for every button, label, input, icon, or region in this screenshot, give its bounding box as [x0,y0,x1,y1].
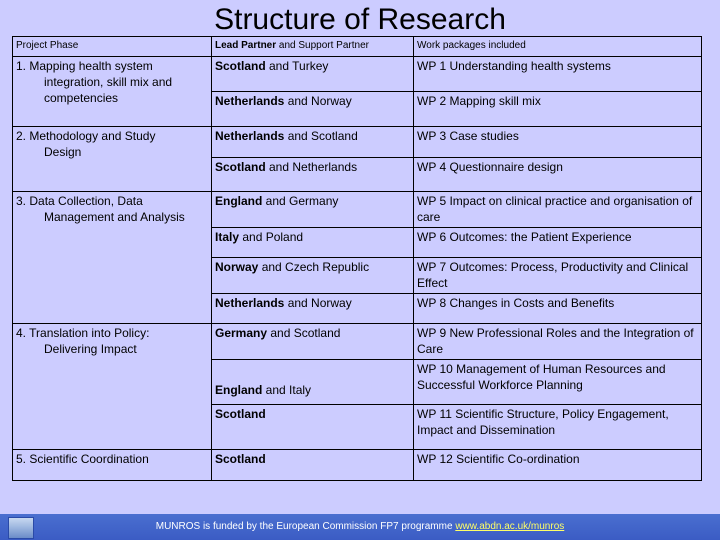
support-partner: and Czech Republic [258,260,370,274]
phase-name: Data Collection, Data [29,194,143,208]
phase-name: Scientific Coordination [29,452,149,466]
table-row [13,57,702,92]
lead-partner-cell [212,405,414,450]
header-lead-partner [212,37,414,57]
work-package-cell: WP 6 Outcomes: the Patient Experience [414,228,702,258]
lead-partner: England [215,194,263,208]
support-partner: and Scotland [267,326,341,340]
lead-partner: England [215,383,263,397]
lead-partner: Scotland [215,452,266,466]
work-package-cell: WP 8 Changes in Costs and Benefits [414,294,702,324]
table-row [13,324,702,360]
header-work-packages: Work packages included [414,37,702,57]
lead-partner: Scotland [215,59,266,73]
lead-partner: Norway [215,260,259,274]
footer-link[interactable]: www.abdn.ac.uk/munros [455,521,565,532]
work-package-cell: WP 4 Questionnaire design [414,158,702,192]
research-structure-table [12,36,702,481]
table-header-row [13,37,702,57]
support-partner: and Poland [239,230,304,244]
phase-number: 5. [16,452,27,466]
phase-cell [13,57,212,127]
phase-number: 2. [16,129,27,143]
support-partner: and Germany [262,194,339,208]
lead-partner: Netherlands [215,129,285,143]
phase-name-cont: Delivering Impact [44,342,137,356]
lead-partner-cell [212,192,414,228]
phase-name-cont: Management and Analysis [44,210,185,224]
phase-cell [13,324,212,450]
phase-number: 1. [16,59,27,73]
support-partner: and Scotland [284,129,358,143]
lead-partner-cell [212,324,414,360]
lead-partner-cell [212,92,414,127]
work-package-cell: WP 11 Scientific Structure, Policy Engagement, Impact and Dissemination [414,405,702,450]
phase-number: 4. [16,326,27,340]
lead-partner: Germany [215,326,268,340]
support-partner: and Netherlands [265,160,358,174]
lead-partner-cell [212,57,414,92]
phase-name: Translation into Policy: [29,326,150,340]
work-package-cell: WP 2 Mapping skill mix [414,92,702,127]
lead-partner: Scotland [215,407,266,421]
work-package-cell: WP 1 Understanding health systems [414,57,702,92]
page-title: Structure of Research [214,3,506,36]
support-partner: and Norway [284,94,352,108]
footer-funding-text: MUNROS is funded by the European Commission FP7 programme [155,521,456,532]
work-package-cell: WP 9 New Professional Roles and the Integration of Care [414,324,702,360]
work-package-cell: WP 10 Management of Human Resources and Successful Workforce Planning [414,360,702,405]
footer-bar [0,514,720,540]
lead-partner: Scotland [215,160,266,174]
phase-cell [13,127,212,192]
lead-partner-cell [212,360,414,405]
phase-name: Methodology and Study [29,129,156,143]
lead-partner: Netherlands [215,296,285,310]
work-package-cell: WP 12 Scientific Co-ordination [414,450,702,481]
support-partner: and Italy [262,383,312,397]
lead-partner-cell [212,228,414,258]
lead-partner-cell [212,294,414,324]
lead-partner: Netherlands [215,94,285,108]
work-package-cell: WP 3 Case studies [414,127,702,158]
lead-partner: Italy [215,230,240,244]
phase-name-cont: Design [44,145,82,159]
lead-partner-cell [212,127,414,158]
header-lead-bold: Lead Partner [215,40,277,51]
support-partner: and Norway [284,296,352,310]
header-lead-rest: and Support Partner [276,40,369,51]
phase-cell [13,192,212,324]
table-row [13,450,702,481]
phase-name: Mapping health system [29,59,153,73]
header-project-phase: Project Phase [13,37,212,57]
phase-cell [13,450,212,481]
work-package-cell: WP 7 Outcomes: Process, Productivity and Clinical Effect [414,258,702,294]
work-package-cell: WP 5 Impact on clinical practice and organisation of care [414,192,702,228]
table-row [13,127,702,158]
lead-partner-cell [212,158,414,192]
table-row [13,192,702,228]
phase-name-cont: integration, skill mix and competencies [44,75,173,105]
footer-text [0,520,720,534]
phase-number: 3. [16,194,27,208]
support-partner: and Turkey [265,59,329,73]
lead-partner-cell [212,258,414,294]
lead-partner-cell [212,450,414,481]
